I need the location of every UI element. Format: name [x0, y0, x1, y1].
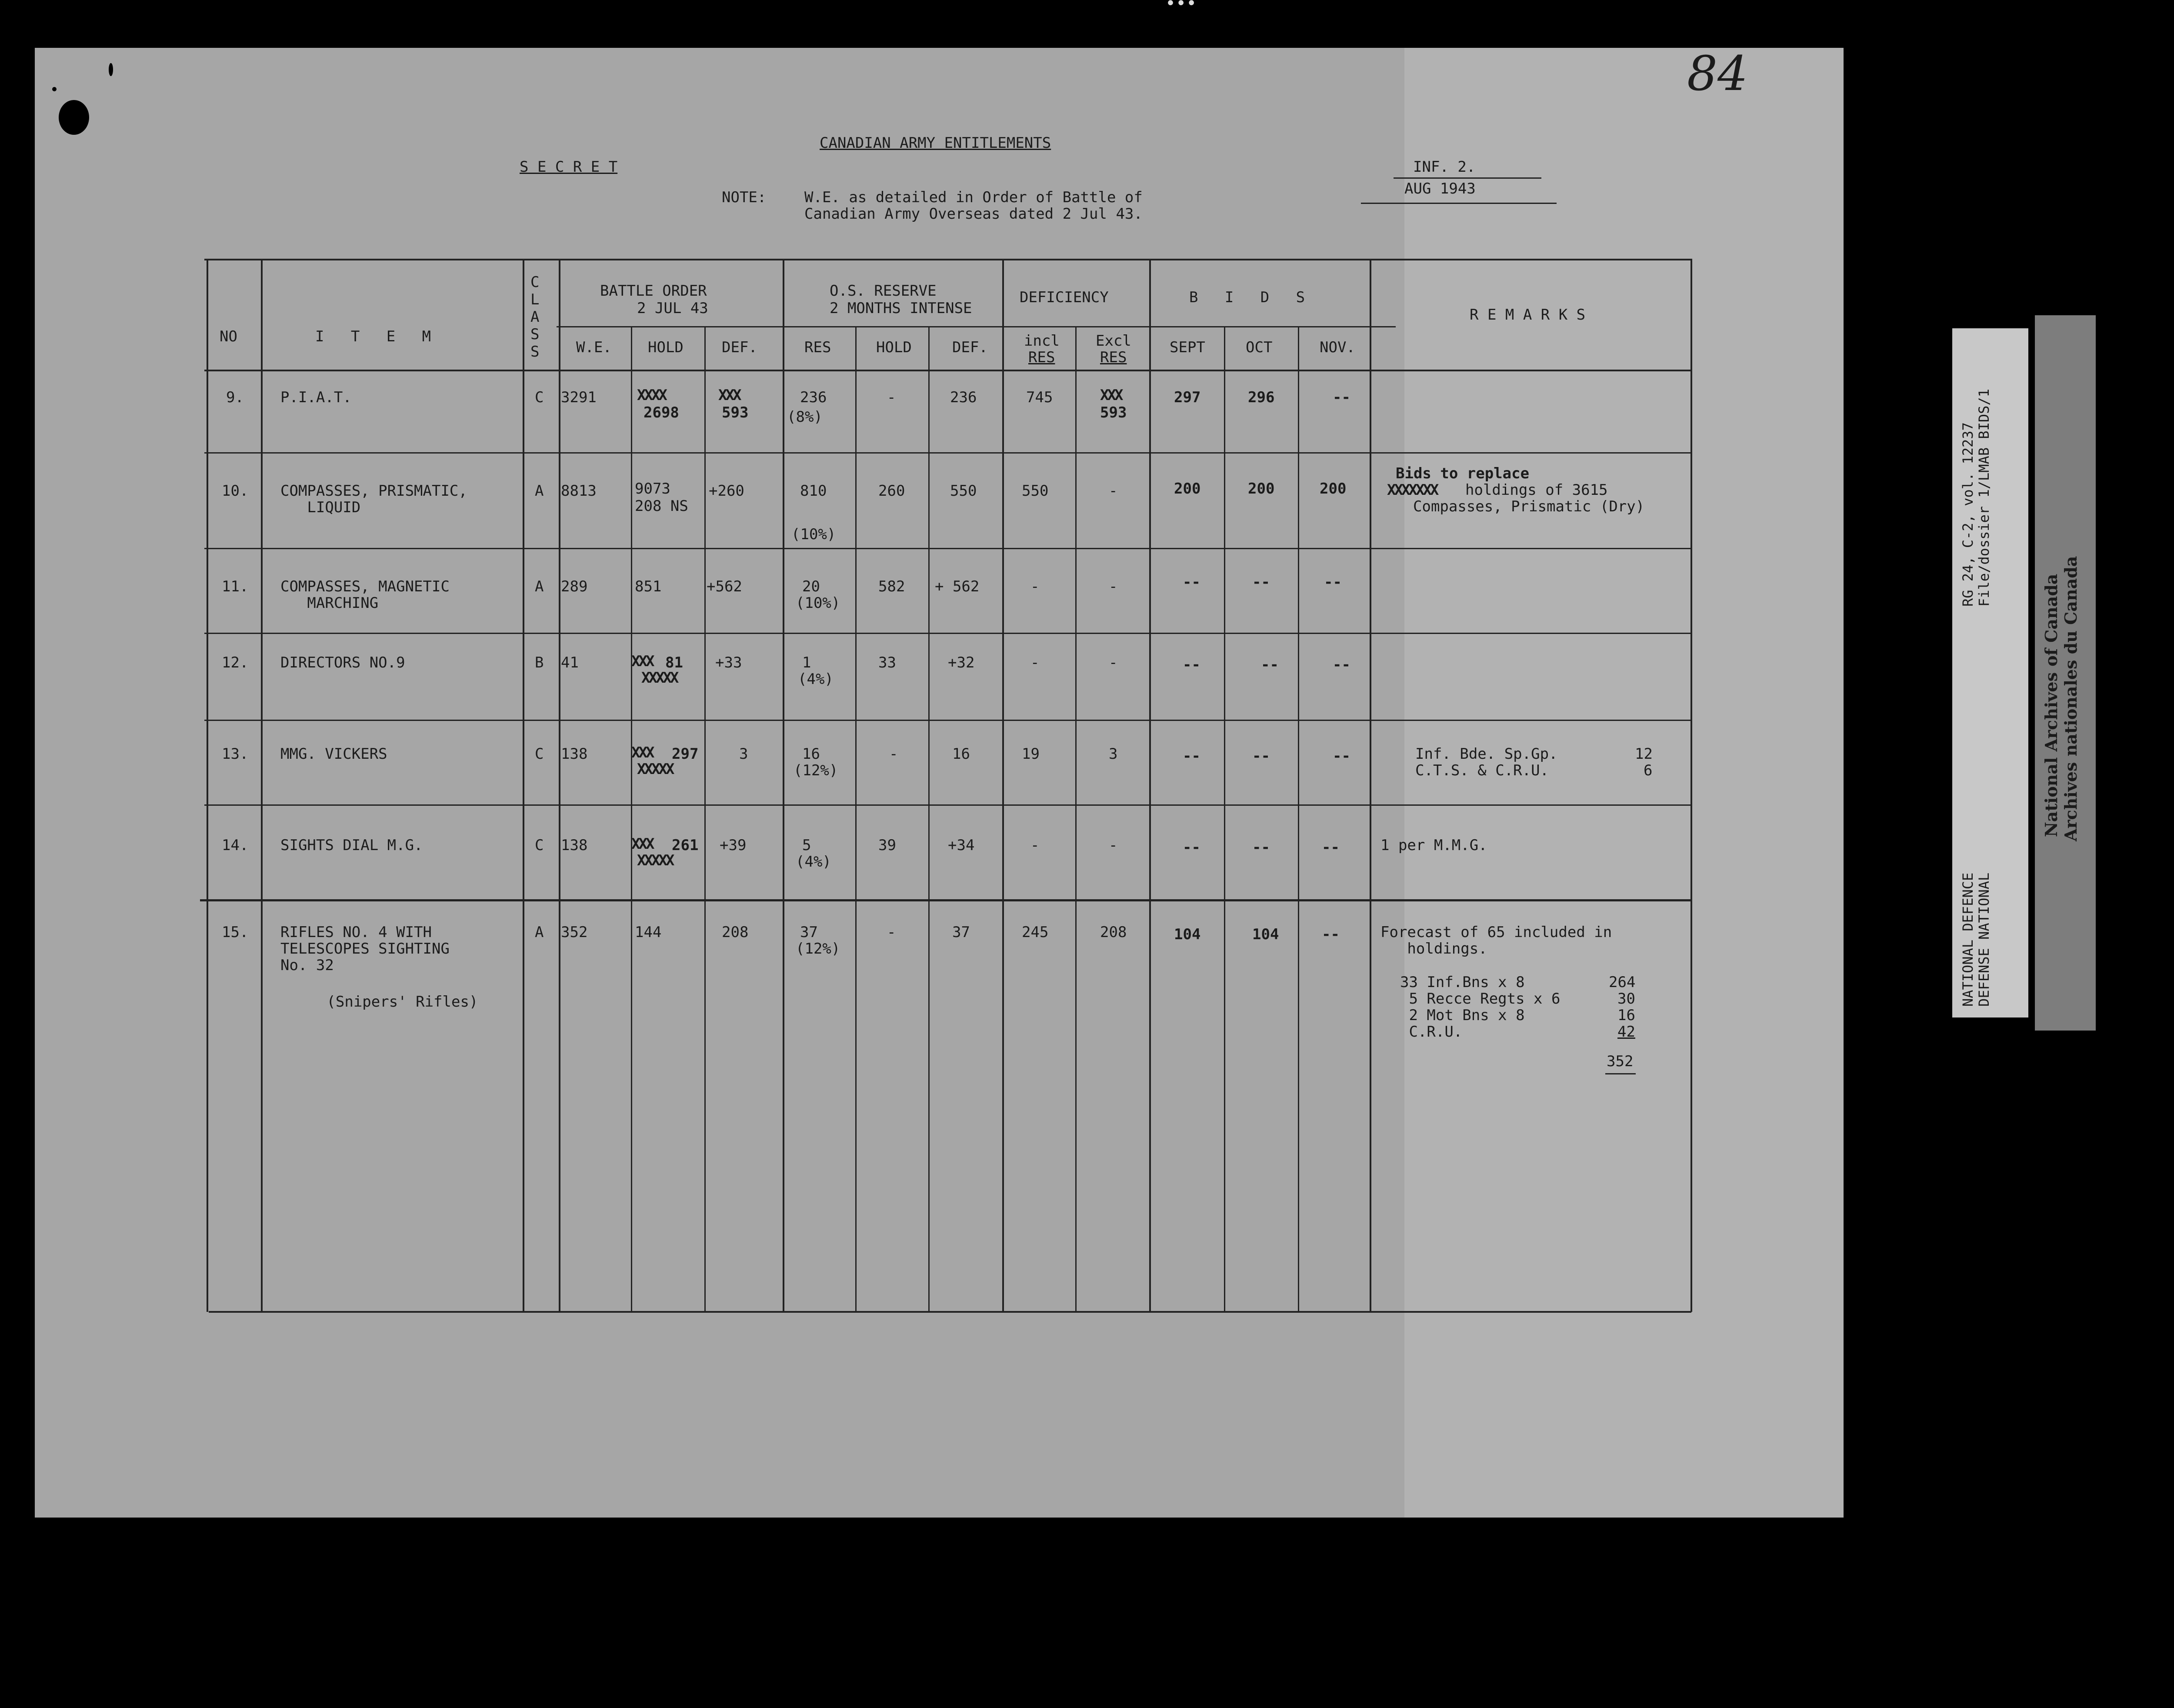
table-header-bottom [204, 370, 1691, 371]
reference: INF. 2. [1413, 158, 1476, 176]
col-header-item: I T E M [315, 328, 431, 345]
col-header-incl-res: RES [1028, 349, 1055, 366]
col-header-remarks: R E M A R K S [1470, 306, 1586, 324]
col-header-hold-reserve: HOLD [876, 339, 912, 356]
col-header-nov: NOV. [1320, 339, 1355, 356]
col-line [1075, 326, 1077, 1312]
page-shade [1404, 48, 1844, 1518]
col-header-bids: B I D S [1189, 289, 1305, 306]
struck-out-text: XXX [1100, 387, 1122, 404]
row-divider [204, 804, 1691, 806]
col-line [1224, 326, 1225, 1312]
divider [1605, 1073, 1636, 1074]
col-header-deficiency: DEFICIENCY [1020, 289, 1109, 306]
col-header-sept: SEPT [1170, 339, 1205, 356]
struck-out-text: XXX [631, 835, 653, 853]
col-line [783, 259, 784, 1312]
col-header-def-reserve: DEF. [952, 339, 988, 356]
col-line [704, 326, 706, 1312]
col-header-excl: Excl [1096, 332, 1131, 350]
col-header-def: DEF. [722, 339, 757, 356]
document-page: 84 CANADIAN ARMY ENTITLEMENTS S E C R E T NOTE: W.E. as detailed in Order of Battle of Canadian Army Overseas dated 2 Jul 43. INF. 2. AUG 1943 NO I T E M C L A S S BATTLE ORDER 2 JUL 43 W.E. HOLD DEF. O.S. RESERVE 2 MONTHS INTENSE RES HOLD DEF. DEFICIENCY incl RES Excl RES B I D S SEPT OCT NOV. R E M A R K S 9. P.I.A.T. C 3291 XXXX 2698 XXX 593 236 (8%) - 236 745 XXX 593 297 296 -- 10. COMPASSES, PRISMATIC, LIQUID A 8813 9073 208 NS +260 810 (10%) 260 550 550 - 200 200 200 Bids to replace XXXXXXX holdings of 3615 Compasses, Prismatic (Dry) 11. COMPASSES, MAGNETIC MARCHING A 289 851 +562 20 (10%) 582 + 562 - - -- -- -- 12. DIRECTORS NO.9 B 41 XXX 81 XXXXX +33 1 (4%) 33 +32 - - -- -- -- 13. MMG. VICKERS C 138 XXX 297 XXXXX 3 16 (12%) - 16 19 3 -- -- -- Inf. Bde. Sp.Gp. 12 C.T.S. & C.R.U. 6 14. SIGHTS DIAL M.G. C 138 XXX 261 XXXXX +39 5 (4%) 39 +34 - - -- -- -- 1 per M.M.G. 15. RIFLES NO. 4 WITH TELESCOPES SIGHTING No. 32 (Snipers' Rifles) A 352 144 208 37 (12%) - 37 245 208 104 104 -- Forecast of 65 included in holdings. 33 Inf.Bns x 8 264 5 Recce Regts x 6 30 2 Mot Bns x 8 16 C.R.U. 42 352 [35, 48, 1844, 1518]
col-line [631, 326, 632, 1312]
row-divider [204, 548, 1691, 549]
col-line [1298, 326, 1299, 1312]
struck-out-text: XXX [631, 653, 653, 670]
note-line-2: Canadian Army Overseas dated 2 Jul 43. [804, 205, 1143, 223]
col-header-hold: HOLD [648, 339, 684, 356]
struck-out-text: XXXXX [641, 669, 677, 687]
page-number: 84 [1687, 46, 1748, 101]
document-date: AUG 1943 [1404, 180, 1476, 197]
struck-out-text: XXXXXXX [1387, 481, 1437, 499]
col-line [261, 259, 263, 1312]
document-title: CANADIAN ARMY ENTITLEMENTS [820, 134, 1051, 152]
viewer-indicator: ••• [1165, 0, 1197, 13]
col-header-incl: incl [1024, 332, 1060, 350]
col-header-res: RES [804, 339, 831, 356]
punch-hole [59, 100, 89, 135]
struck-out-text: XXX [718, 387, 740, 404]
archive-reference-strip: RG 24, C-2, vol. 12237 File/dossier 1/LMAB BIDS/1 NATIONAL DEFENCE DEFENSE NATIONAL [1952, 328, 2028, 1017]
col-line [1370, 259, 1371, 1312]
note-line-1: W.E. as detailed in Order of Battle of [804, 189, 1143, 206]
remarks-total: 352 [1607, 1053, 1634, 1070]
table-border-top [204, 259, 1691, 260]
speck [109, 63, 113, 76]
col-header-excl-res: RES [1100, 349, 1127, 366]
col-header-oct: OCT [1246, 339, 1273, 356]
col-header-battle-order-date: 2 JUL 43 [637, 300, 708, 317]
divider [1361, 203, 1557, 204]
struck-out-text: XXXXX [637, 852, 673, 869]
col-header-we: W.E. [576, 339, 612, 356]
col-header-os-reserve: O.S. RESERVE [830, 282, 937, 300]
table-border-right [1691, 259, 1692, 1312]
col-line [207, 259, 208, 1312]
col-line [523, 259, 524, 1312]
col-line [1149, 259, 1151, 1312]
col-header-no: NO [220, 328, 237, 345]
archive-stamp: National Archives of Canada Archives nationales du Canada [2035, 315, 2096, 1031]
note-label: NOTE: [722, 189, 767, 206]
struck-out-text: XXXX [637, 387, 666, 404]
col-line [559, 259, 560, 1312]
col-line [1002, 259, 1004, 1312]
divider [1394, 177, 1541, 179]
row-divider [200, 899, 1691, 901]
struck-out-text: XXX [631, 744, 653, 761]
speck [52, 87, 57, 91]
row-divider [204, 720, 1691, 721]
table-line [557, 326, 1396, 327]
struck-out-text: XXXXX [637, 761, 673, 778]
col-header-os-reserve-sub: 2 MONTHS INTENSE [830, 300, 972, 317]
col-line [928, 326, 930, 1312]
col-line [855, 326, 857, 1312]
table-border-bottom [209, 1311, 1691, 1313]
col-header-battle-order: BATTLE ORDER [600, 282, 707, 300]
row-divider [204, 633, 1691, 634]
classification: S E C R E T [520, 158, 618, 176]
row-divider [204, 452, 1691, 454]
